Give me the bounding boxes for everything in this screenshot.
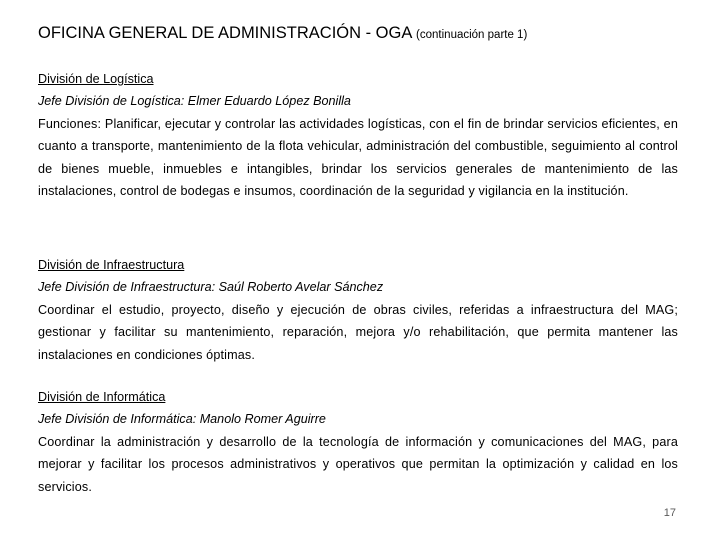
page-title-main: OFICINA GENERAL DE ADMINISTRACIÓN - OGA <box>38 24 412 42</box>
section-logistica <box>38 68 678 202</box>
page-title-subtitle: (continuación parte 1) <box>416 29 528 41</box>
page-number: 17 <box>663 507 676 519</box>
section-text: Funciones: Planificar, ejecutar y controlar las actividades logísticas, con el fin de brindar servicios eficientes, en cuanto a transporte, mantenimiento de la flota vehicular, administración del combustible, seguimiento al control de bienes mueble, inmuebles e intangibles, brindar los servicios generales de mantenimiento de las instalaciones, control de bodegas e insumos, coordinación de la seguridad y vigilancia en la institución. <box>38 116 678 199</box>
section-infraestructura <box>38 254 678 366</box>
section-chief: Jefe División de Informática: Manolo Romer Aguirre <box>38 412 326 427</box>
section-chief: Jefe División de Logística: Elmer Eduardo López Bonilla <box>38 94 351 109</box>
section-heading: División de Logística <box>38 72 154 86</box>
section-text: Coordinar la administración y desarrollo de la tecnología de información y comunicaciones del MAG, para mejorar y facilitar los procesos administrativos y operativos que permitan la optimización y calidad en los servicios. <box>38 434 678 494</box>
section-heading: División de Infraestructura <box>38 258 185 272</box>
section-heading: División de Informática <box>38 390 166 404</box>
section-chief: Jefe División de Infraestructura: Saúl Roberto Avelar Sánchez <box>38 280 384 295</box>
section-informatica <box>38 386 678 498</box>
section-text: Coordinar el estudio, proyecto, diseño y ejecución de obras civiles, referidas a infraestructura del MAG; gestionar y facilitar su mantenimiento, reparación, mejora y/o rehabilitación, que permita mantener las instalaciones en condiciones óptimas. <box>38 302 678 362</box>
page-title <box>38 24 527 43</box>
